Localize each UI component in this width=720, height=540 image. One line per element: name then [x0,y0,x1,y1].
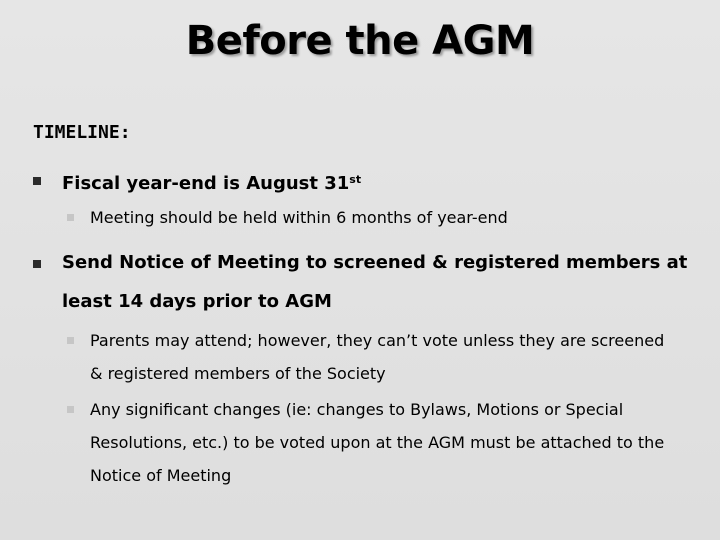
sub-bullet-square-icon [67,337,74,344]
ordinal-suffix: st [349,173,362,186]
timeline-label: TIMELINE: [33,122,131,143]
sub-bullet-meeting-timing: Meeting should be held within 6 months of year-end [90,208,508,227]
bullet-square-icon [33,177,41,185]
sub-bullet-parents-line1: Parents may attend; however, they can’t vote unless they are screened [90,331,665,350]
bullet-send-notice-line1: Send Notice of Meeting to screened & registered members at [62,252,688,273]
sub-bullet-parents-line2: & registered members of the Society [90,364,386,383]
bullet-fiscal-year-end [62,160,361,204]
sub-bullet-changes-line2: Resolutions, etc.) to be voted upon at the AGM must be attached to the [90,433,665,452]
sub-bullet-changes-line1: Any significant changes (ie: changes to Bylaws, Motions or Special [90,400,624,419]
fiscal-year-end-text: Fiscal year-end is August 31 [62,173,350,194]
sub-bullet-changes-line3: Notice of Meeting [90,466,232,485]
sub-bullet-square-icon [67,214,74,221]
bullet-square-icon [33,260,41,268]
slide-title: Before the AGM [185,18,535,64]
bullet-send-notice-line2: least 14 days prior to AGM [62,291,332,312]
sub-bullet-square-icon [67,406,74,413]
